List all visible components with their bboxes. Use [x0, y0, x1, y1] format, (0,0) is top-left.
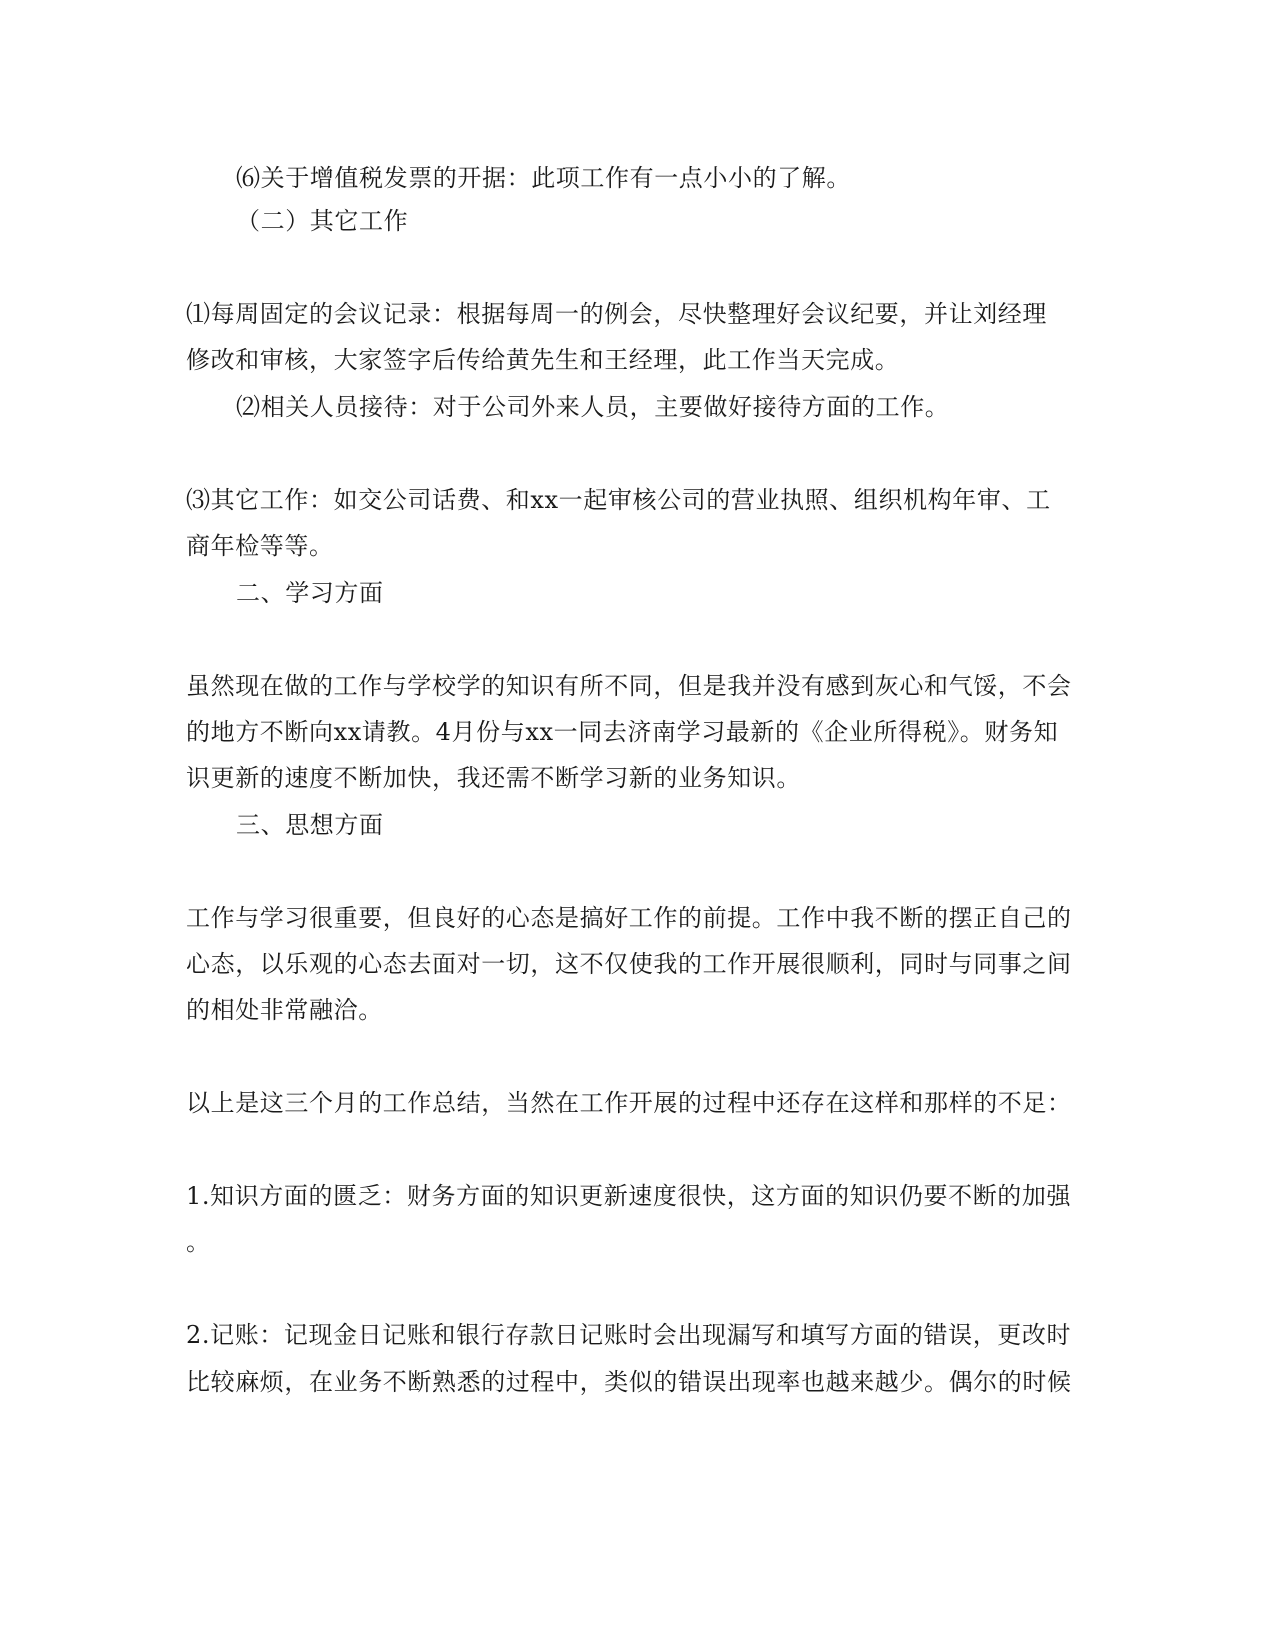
shortcoming-1-line2: 。: [186, 1228, 211, 1256]
study-paragraph-line1: 虽然现在做的工作与学校学的知识有所不同，但是我并没有感到灰心和气馁，不会: [186, 672, 1072, 700]
shortcoming-1-line1: 1.知识方面的匮乏：财务方面的知识更新速度很快，这方面的知识仍要不断的加强: [186, 1182, 1072, 1210]
item-1-meeting-notes-line2: 修改和审核，大家签字后传给黄先生和王经理，此工作当天完成。: [186, 346, 900, 374]
shortcoming-2-line2: 比较麻烦，在业务不断熟悉的过程中，类似的错误出现率也越来越少。偶尔的时候: [186, 1368, 1072, 1396]
heading-study: 二、学习方面: [236, 579, 384, 607]
item-3-other-work-line2: 商年检等等。: [186, 532, 334, 560]
thinking-paragraph-line2: 心态，以乐观的心态去面对一切，这不仅使我的工作开展很顺利，同时与同事之间: [186, 950, 1072, 978]
heading-thinking: 三、思想方面: [236, 811, 384, 839]
item-1-meeting-notes-line1: ⑴每周固定的会议记录：根据每周一的例会，尽快整理好会议纪要，并让刘经理: [186, 300, 1047, 328]
study-paragraph-line2: 的地方不断向xx请教。4月份与xx一同去济南学习最新的《企业所得税》。财务知: [186, 718, 1059, 746]
summary-paragraph: 以上是这三个月的工作总结，当然在工作开展的过程中还存在这样和那样的不足：: [186, 1089, 1072, 1117]
thinking-paragraph-line1: 工作与学习很重要，但良好的心态是搞好工作的前提。工作中我不断的摆正自己的: [186, 904, 1072, 932]
thinking-paragraph-line3: 的相处非常融洽。: [186, 996, 383, 1024]
subheading-other-work: （二）其它工作: [236, 207, 409, 235]
item-3-other-work-line1: ⑶其它工作：如交公司话费、和xx一起审核公司的营业执照、组织机构年审、工: [186, 486, 1051, 514]
item-2-reception: ⑵相关人员接待：对于公司外来人员，主要做好接待方面的工作。: [236, 393, 950, 421]
item-6-vat-invoice: ⑹关于增值税发票的开据：此项工作有一点小小的了解。: [236, 164, 851, 192]
shortcoming-2-line1: 2.记账：记现金日记账和银行存款日记账时会出现漏写和填写方面的错误，更改时: [186, 1321, 1072, 1349]
study-paragraph-line3: 识更新的速度不断加快，我还需不断学习新的业务知识。: [186, 764, 801, 792]
